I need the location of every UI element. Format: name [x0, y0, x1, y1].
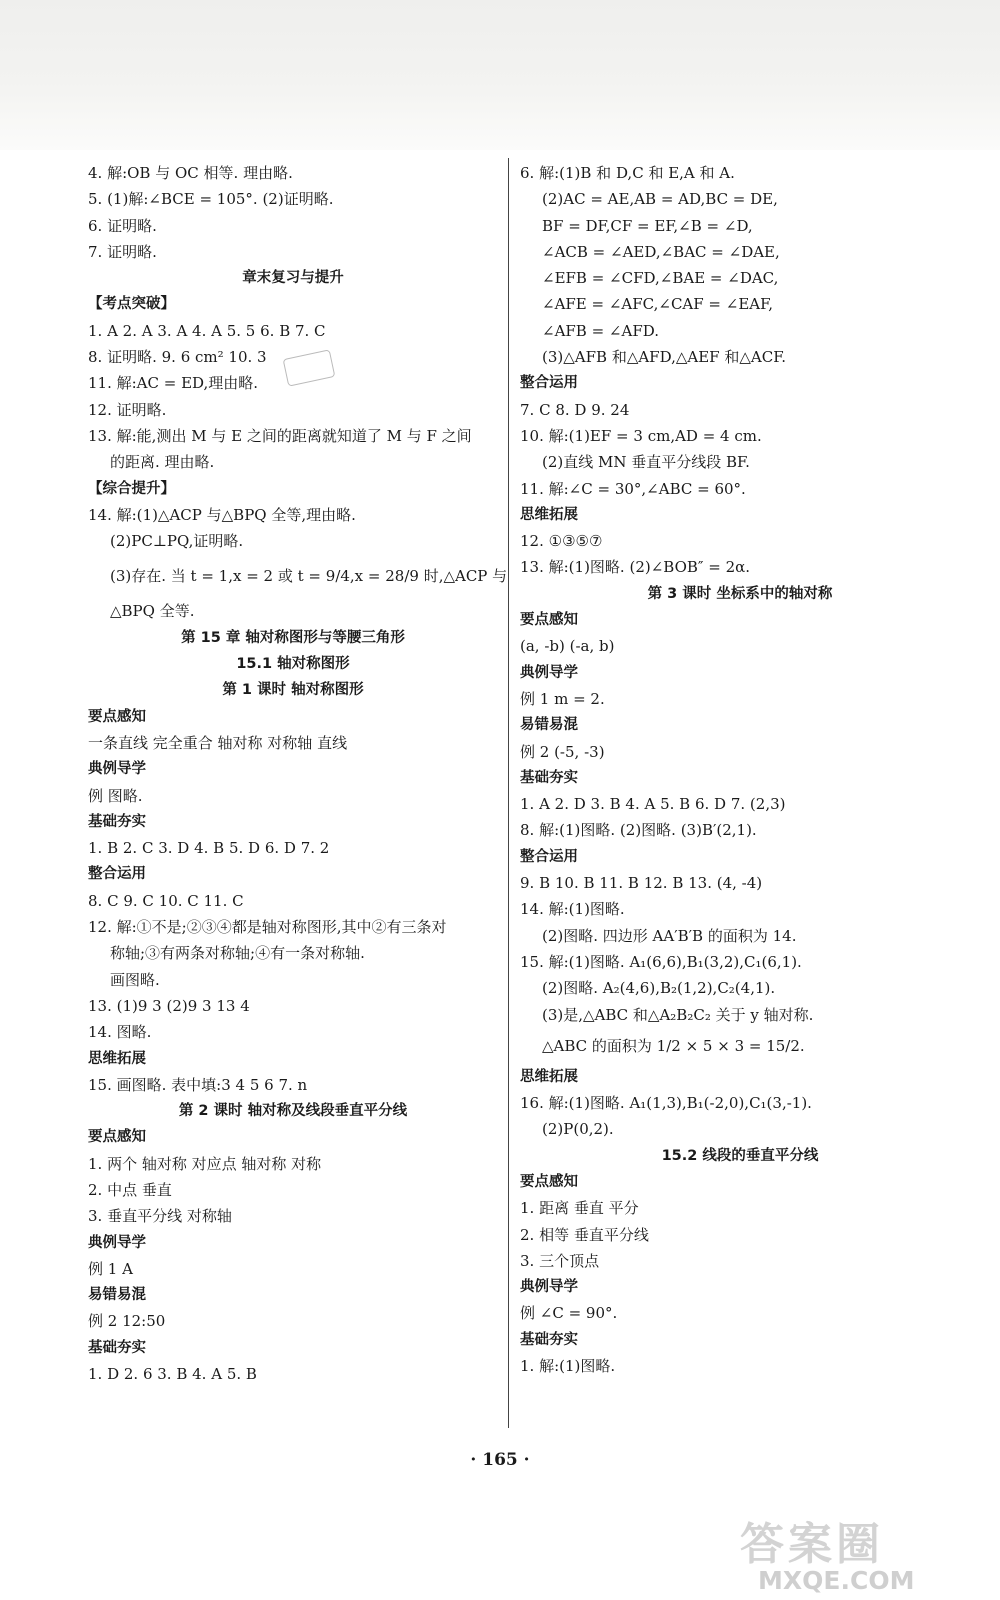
site-watermark: [734, 1508, 984, 1598]
answer-line: 1. A 2. D 3. B 4. A 5. B 6. D 7. (2,3): [520, 795, 786, 814]
subsection-heading: 思维拓展: [520, 506, 578, 523]
answer-line: 例 2 (-5, -3): [520, 742, 605, 761]
subsection-heading: 【考点突破】: [88, 296, 175, 313]
answer-line: 3. 三个顶点: [520, 1251, 600, 1270]
answer-line: 11. 解:∠C = 30°,∠ABC = 60°.: [520, 479, 746, 498]
answer-line: 例 ∠C = 90°.: [520, 1304, 618, 1323]
answer-line: 14. 解:(1)图略.: [520, 900, 625, 919]
answer-line: 称轴;③有两条对称轴;④有一条对称轴.: [110, 944, 365, 963]
answer-line: 8. 证明略. 9. 6 cm² 10. 3: [88, 348, 267, 367]
subsection-heading: 基础夯实: [520, 1331, 578, 1348]
answer-line: 12. 证明略.: [88, 400, 167, 419]
answer-line: 12. 解:①不是;②③④都是轴对称图形,其中②有三条对: [88, 918, 447, 937]
answer-line: 1. D 2. 6 3. B 4. A 5. B: [88, 1365, 257, 1384]
subsection-heading: 要点感知: [520, 1173, 578, 1190]
answer-line: 2. 相等 垂直平分线: [520, 1225, 649, 1244]
scan-top-band: [0, 0, 1000, 150]
right-column: [520, 160, 960, 1379]
answer-line: ∠EFB = ∠CFD,∠BAE = ∠DAC,: [542, 269, 779, 288]
answer-line: 例 1 m = 2.: [520, 689, 605, 708]
answer-line: BF = DF,CF = EF,∠B = ∠D,: [542, 216, 753, 235]
subsection-heading: 整合运用: [520, 375, 578, 392]
answer-line: 15. 解:(1)图略. A₁(6,6),B₁(3,2),C₁(6,1).: [520, 952, 802, 971]
section-heading: 第 2 课时 轴对称及线段垂直平分线: [178, 1103, 408, 1120]
subsection-heading: 整合运用: [520, 848, 578, 865]
answer-line: 2. 中点 垂直: [88, 1180, 172, 1199]
answer-line: 13. 解:能,测出 M 与 E 之间的距离就知道了 M 与 F 之间: [88, 426, 472, 445]
subsection-heading: 要点感知: [88, 1129, 146, 1146]
section-heading: 第 1 课时 轴对称图形: [222, 682, 364, 699]
page-number: · 165 ·: [470, 1450, 530, 1470]
answer-line: (2)图略. 四边形 AA′B′B 的面积为 14.: [542, 926, 797, 945]
left-column: [88, 160, 508, 1387]
answer-line: 例 图略.: [88, 786, 143, 805]
subsection-heading: 典例导学: [88, 1234, 146, 1251]
subsection-heading: 基础夯实: [88, 1339, 146, 1356]
answer-line: 5. (1)解:∠BCE = 105°. (2)证明略.: [88, 190, 334, 209]
answer-line: 11. 解:AC = ED,理由略.: [88, 374, 259, 393]
answer-line: (a, -b) (-a, b): [520, 637, 615, 656]
answer-line: (2)P(0,2).: [542, 1120, 614, 1139]
subsection-heading: 【综合提升】: [88, 480, 175, 497]
subsection-heading: 典例导学: [88, 761, 146, 778]
answer-line: 1. A 2. A 3. A 4. A 5. 5 6. B 7. C: [88, 321, 326, 340]
answer-line: △BPQ 全等.: [110, 602, 195, 621]
section-heading: 第 15 章 轴对称图形与等腰三角形: [181, 629, 405, 646]
subsection-heading: 基础夯实: [520, 769, 578, 786]
answer-line: ∠AFB = ∠AFD.: [542, 321, 660, 340]
answer-line: 8. 解:(1)图略. (2)图略. (3)B′(2,1).: [520, 821, 757, 840]
answer-line: 12. ①③⑤⑦: [520, 532, 603, 551]
answer-line: 6. 解:(1)B 和 D,C 和 E,A 和 A.: [520, 164, 735, 182]
answer-line: (2)图略. A₂(4,6),B₂(1,2),C₂(4,1).: [542, 979, 776, 998]
answer-line: 7. C 8. D 9. 24: [520, 400, 630, 419]
answer-line: 7. 证明略.: [88, 242, 157, 261]
answer-line: 6. 证明略.: [88, 216, 157, 235]
subsection-heading: 典例导学: [520, 1279, 578, 1296]
answer-line: 3. 垂直平分线 对称轴: [88, 1207, 232, 1226]
subsection-heading: 易错易混: [520, 717, 578, 734]
section-heading: 15.1 轴对称图形: [236, 656, 350, 673]
subsection-heading: 思维拓展: [88, 1050, 146, 1067]
answer-line: 4. 解:OB 与 OC 相等. 理由略.: [88, 164, 293, 182]
answer-line: 16. 解:(1)图略. A₁(1,3),B₁(-2,0),C₁(3,-1).: [520, 1094, 812, 1113]
answer-line: (3)存在. 当 t = 1,x = 2 或 t = 9/4,x = 28/9 时,△ACP 与: [110, 567, 508, 586]
answer-line: 14. 图略.: [88, 1023, 152, 1042]
subsection-heading: 基础夯实: [88, 813, 146, 830]
answer-line: 1. 距离 垂直 平分: [520, 1199, 639, 1218]
subsection-heading: 思维拓展: [520, 1068, 578, 1085]
answer-line: 13. 解:(1)图略. (2)∠BOB″ = 2α.: [520, 558, 751, 577]
answer-line: 9. B 10. B 11. B 12. B 13. (4, -4): [520, 874, 763, 893]
subsection-heading: 典例导学: [520, 664, 578, 681]
answer-line: △ABC 的面积为 1/2 × 5 × 3 = 15/2.: [542, 1036, 805, 1055]
watermark-url: MXQE.COM: [758, 1566, 915, 1595]
subsection-heading: 整合运用: [88, 866, 146, 883]
answer-line: 1. 解:(1)图略.: [520, 1357, 616, 1376]
section-heading: 15.2 线段的垂直平分线: [661, 1147, 819, 1164]
answer-line: 1. B 2. C 3. D 4. B 5. D 6. D 7. 2: [88, 839, 330, 858]
section-heading: 第 3 课时 坐标系中的轴对称: [647, 585, 833, 602]
answer-line: 一条直线 完全重合 轴对称 对称轴 直线: [88, 733, 348, 752]
answer-line: (2)PC⊥PQ,证明略.: [110, 532, 244, 551]
answer-line: 例 1 A: [88, 1259, 133, 1278]
answer-line: 14. 解:(1)△ACP 与△BPQ 全等,理由略.: [88, 505, 356, 524]
answer-line: 15. 画图略. 表中填:3 4 5 6 7. n: [88, 1075, 308, 1094]
subsection-heading: 要点感知: [520, 612, 578, 629]
answer-line: (2)AC = AE,AB = AD,BC = DE,: [542, 190, 778, 209]
answer-line: 的距离. 理由略.: [110, 453, 215, 472]
answer-line: 1. 两个 轴对称 对应点 轴对称 对称: [88, 1154, 322, 1173]
column-divider: [508, 158, 509, 1428]
answer-line: 画图略.: [110, 970, 160, 989]
section-heading: 章末复习与提升: [242, 270, 344, 287]
answer-line: ∠AFE = ∠AFC,∠CAF = ∠EAF,: [542, 295, 773, 314]
answer-line: ∠ACB = ∠AED,∠BAC = ∠DAE,: [542, 242, 780, 261]
subsection-heading: 要点感知: [88, 708, 146, 725]
answer-line: (3)△AFB 和△AFD,△AEF 和△ACF.: [542, 348, 787, 367]
answer-line: 8. C 9. C 10. C 11. C: [88, 891, 244, 910]
subsection-heading: 易错易混: [88, 1287, 146, 1304]
answer-line: (3)是,△ABC 和△A₂B₂C₂ 关于 y 轴对称.: [542, 1005, 814, 1024]
watermark-logo: 答案圈: [740, 1519, 884, 1570]
answer-line: 13. (1)9 3 (2)9 3 13 4: [88, 996, 250, 1015]
answer-line: 例 2 12:50: [88, 1312, 166, 1331]
answer-line: 10. 解:(1)EF = 3 cm,AD = 4 cm.: [520, 426, 762, 445]
answer-line: (2)直线 MN 垂直平分线段 BF.: [542, 453, 750, 472]
